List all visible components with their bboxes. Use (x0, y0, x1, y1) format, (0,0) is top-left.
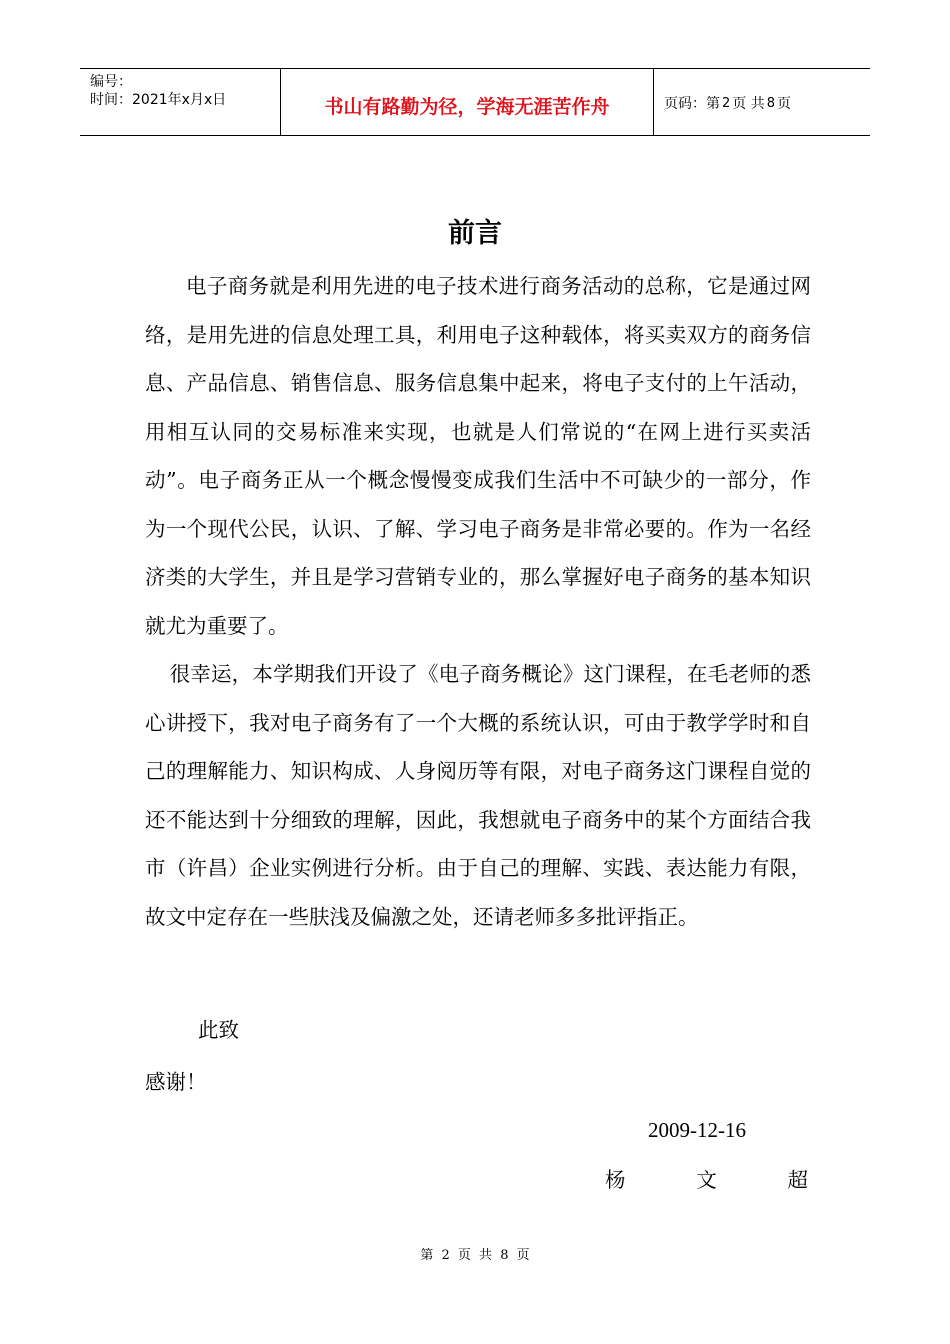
time-day-unit: 日 (212, 92, 227, 108)
author-char-2: 文 (696, 1168, 717, 1192)
page-end: 页 (777, 96, 792, 112)
time-year-unit: 年 (167, 92, 182, 108)
closing-thanks: 感谢！ (145, 1070, 207, 1094)
signature-author (605, 1162, 808, 1198)
time-month-unit: 月 (189, 92, 204, 108)
closing-greeting: 此致 (198, 1018, 239, 1042)
page-label: 页码：第 (664, 96, 720, 112)
page-total: 8 (766, 95, 776, 111)
page-current: 2 (722, 95, 731, 111)
page-mid: 页 共 (732, 96, 765, 112)
signature-date: 2009-12-16 (648, 1118, 746, 1142)
time-line (90, 91, 280, 109)
header-page-number (654, 69, 870, 135)
paragraph-1: 电子商务就是利用先进的电子技术进行商务活动的总称，它是通过网络，是用先进的信息处理工具，利用电子这种载体，将买卖双方的商务信息、产品信息、销售信息、服务信息集中起来，将电子支付的上午活动，用相互认同的交易标准来实现，也就是人们常说的“在网上进行买卖活动”。电子商务正从一个概念慢慢变成我们生活中不可缺少的一部分，作为一个现代公民，认识、了解、学习电子商务是非常必要的。作为一名经济类的大学生，并且是学习营销专业的，那么掌握好电子商务的基本知识就尤为重要了。 (145, 274, 811, 638)
author-char-3: 超 (787, 1168, 808, 1192)
page-footer: 第 2 页 共 8 页 (420, 1248, 530, 1263)
time-month: x (181, 92, 190, 108)
header-meta-cell (80, 69, 281, 135)
header-motto: 书山有路勤为径，学海无涯苦作舟 (281, 69, 654, 135)
serial-label: 编号： (90, 74, 132, 90)
paragraph-2: 很幸运，本学期我们开设了《电子商务概论》这门课程，在毛老师的悉心讲授下，我对电子商务有了一个大概的系统认识，可由于教学学时和自己的理解能力、知识构成、人身阅历等有限，对电子商务这门课程自觉的还不能达到十分细致的理解，因此，我想就电子商务中的某个方面结合我市（许昌）企业实例进行分析。由于自己的理解、实践、表达能力有限，故文中定存在一些肤浅及偏激之处，还请老师多多批评指正。 (145, 662, 811, 929)
document-title: 前言 (448, 218, 502, 249)
time-year: 2021 (132, 92, 168, 108)
time-day: x (203, 92, 213, 108)
document-body (145, 262, 811, 941)
time-label: 时间： (90, 92, 132, 108)
author-char-1: 杨 (605, 1168, 626, 1192)
page-header (80, 68, 870, 136)
